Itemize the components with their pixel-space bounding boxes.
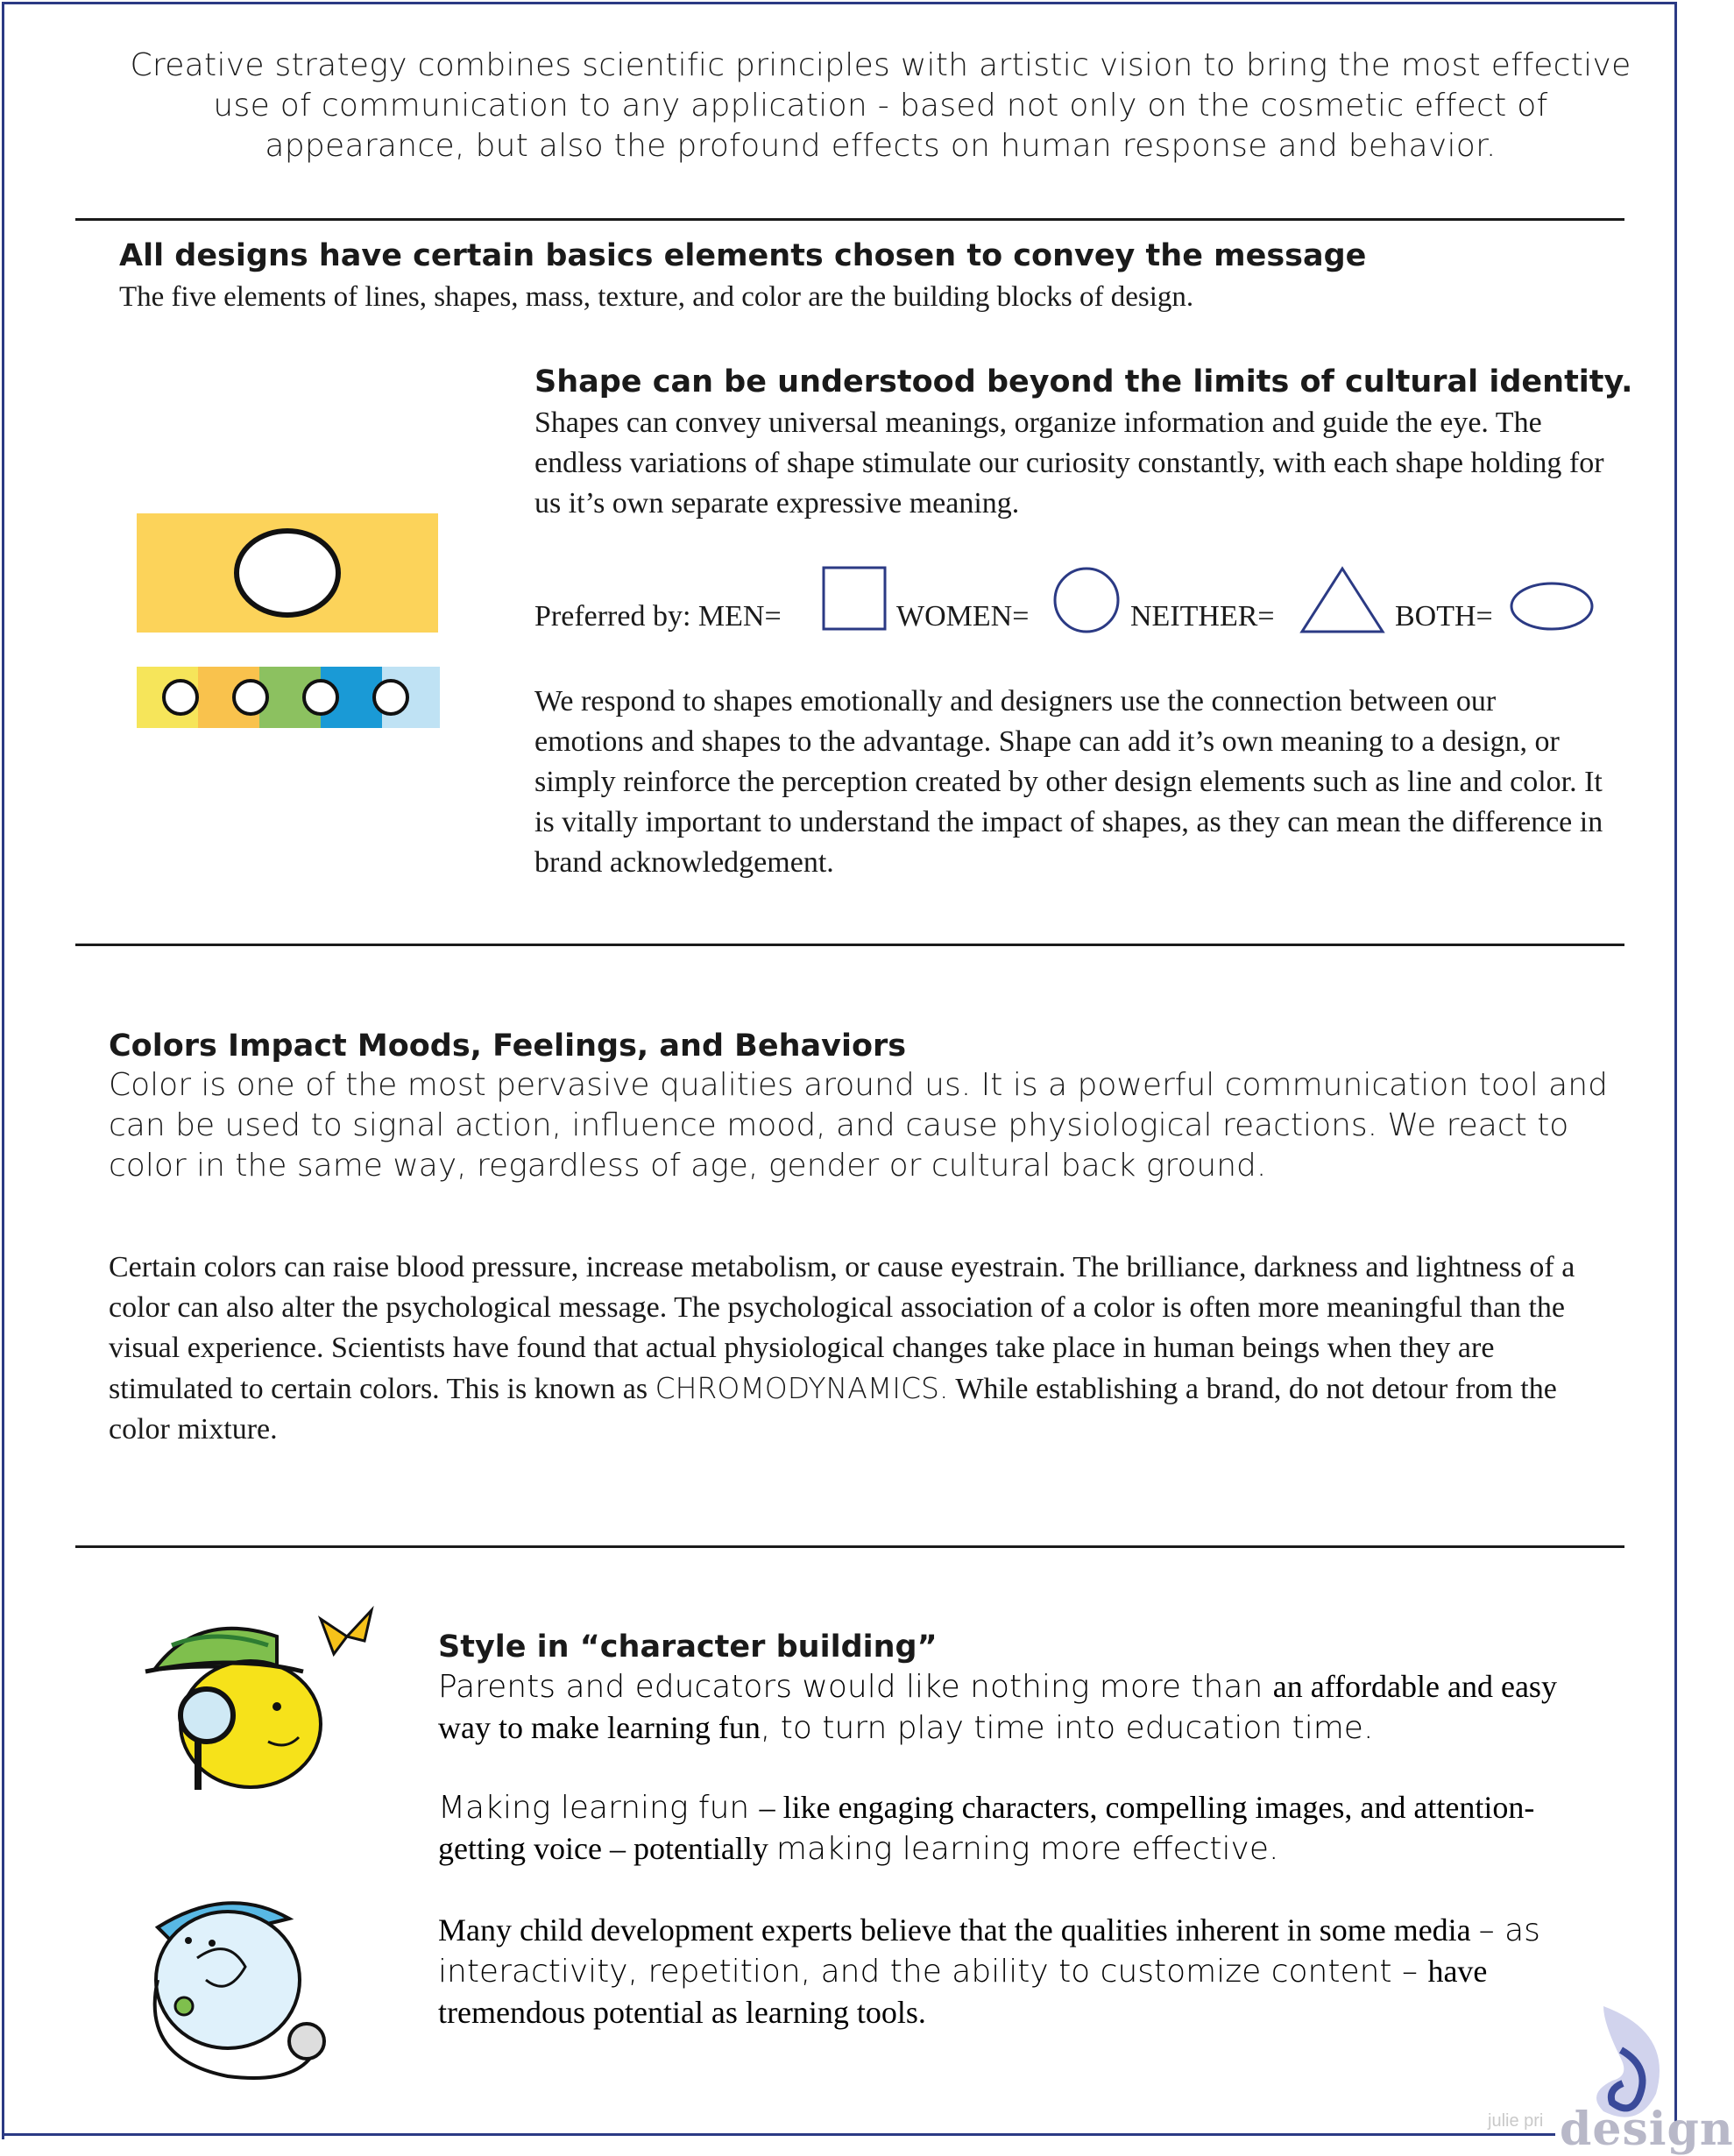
- style-p1-c: , to turn play time into education time.: [760, 1710, 1374, 1746]
- footer-logo-text: design: [1560, 2103, 1734, 2156]
- small-circle-icon: [304, 681, 337, 714]
- small-circle-icon: [374, 681, 407, 714]
- shape-illustration: [137, 513, 440, 732]
- basics-body: The five elements of lines, shapes, mass, texture, and color are the building blocks of design.: [119, 281, 1194, 313]
- style-p3-c: have tremendous potential as learning tools.: [438, 1954, 1488, 2030]
- doctor-character-illustration: [123, 1884, 350, 2089]
- basics-title: All designs have certain basics elements chosen to convey the message: [119, 238, 1367, 273]
- style-p2-c: making learning more effective.: [775, 1831, 1279, 1867]
- style-paragraph-1: [438, 1666, 1577, 1749]
- butterfly-icon: [321, 1610, 372, 1654]
- style-paragraph-2: [438, 1787, 1577, 1870]
- style-p3-b: – as interactivity, repetition, and the ability to customize content –: [438, 1912, 1540, 1990]
- triangle-icon: [1299, 565, 1386, 635]
- explorer-character-illustration: [145, 1601, 400, 1803]
- colors-title: Colors Impact Moods, Feelings, and Behaviors: [109, 1029, 907, 1064]
- pref-both-label: BOTH=: [1395, 600, 1493, 633]
- chromodynamics-term: CHROMODYNAMICS.: [655, 1371, 949, 1405]
- page-frame-bottom: [2, 2133, 1555, 2136]
- style-paragraph-3: [438, 1910, 1577, 2032]
- pref-neither-label: NEITHER=: [1130, 600, 1275, 633]
- intro-paragraph: Creative strategy combines scientific principles with artistic vision to bring the most effective use of communication to any application - based not only on the cosmetic effect of appearance, but also the profound effects on human response and behavior.: [130, 47, 1631, 164]
- colors-body-2: [109, 1248, 1624, 1450]
- small-circle-icon: [164, 681, 197, 714]
- square-icon: [821, 565, 888, 632]
- section-divider: [75, 944, 1624, 946]
- colors-body-2-end: While establishing a brand, do not detour from the color mixture.: [109, 1373, 1557, 1446]
- shape-title: Shape can be understood beyond the limits of cultural identity.: [534, 364, 1633, 399]
- pref-women-label: WOMEN=: [896, 600, 1030, 633]
- colors-body: Color is one of the most pervasive qualities around us. It is a powerful communication tool and can be used to signal action, influence mood, and cause physiological reactions. We react to color in the same way, regardless of age, gender or cultural back ground.: [109, 1067, 1608, 1184]
- large-circle-icon: [237, 531, 338, 615]
- style-p2-a: Making learning fun: [438, 1790, 760, 1826]
- footer-author: julie pri: [1488, 2111, 1544, 2131]
- style-p2-b: – like engaging characters, compelling images, and attention-getting voice – potentially: [438, 1790, 1535, 1866]
- section-divider: [75, 218, 1624, 221]
- circle-icon: [1051, 565, 1122, 635]
- oval-icon: [1509, 581, 1595, 632]
- section-divider: [75, 1545, 1624, 1548]
- pref-men-label: Preferred by: MEN=: [534, 600, 782, 633]
- style-p3-a: Many child development experts believe that the qualities inherent in some media: [438, 1912, 1479, 1947]
- preferred-shapes-row: [534, 565, 1630, 661]
- style-p1-a: Parents and educators would like nothing more than: [438, 1669, 1273, 1705]
- style-p1-b: an affordable and easy way to make learning fun: [438, 1669, 1557, 1745]
- style-title: Style in “character building”: [438, 1629, 938, 1665]
- shape-body: Shapes can convey universal meanings, organize information and guide the eye. The endless variations of shape stimulate our curiosity constantly, with each shape holding for us it’s own separate expressive meaning.: [534, 406, 1604, 520]
- stethoscope-icon: [289, 2024, 324, 2059]
- small-circle-icon: [234, 681, 267, 714]
- shape-body-2: We respond to shapes emotionally and designers use the connection between our emotions and shapes to the advantage. Shape can add it’s own meaning to a design, or simply reinforce the perception created by other design elements such as line and color. It is vitally important to understand the impact of shapes, as they can mean the difference in brand acknowledgement.: [534, 685, 1603, 879]
- colors-body-2-text: Certain colors can raise blood pressure, increase metabolism, or cause eyestrain. The brilliance, darkness and lightness of a color can also alter the psychological message. The psychological association of a color is often more meaningful than the visual experience. Scientists have found that actual physiological changes take place in human beings when they are stimulated to certain colors. This is known as: [109, 1251, 1575, 1405]
